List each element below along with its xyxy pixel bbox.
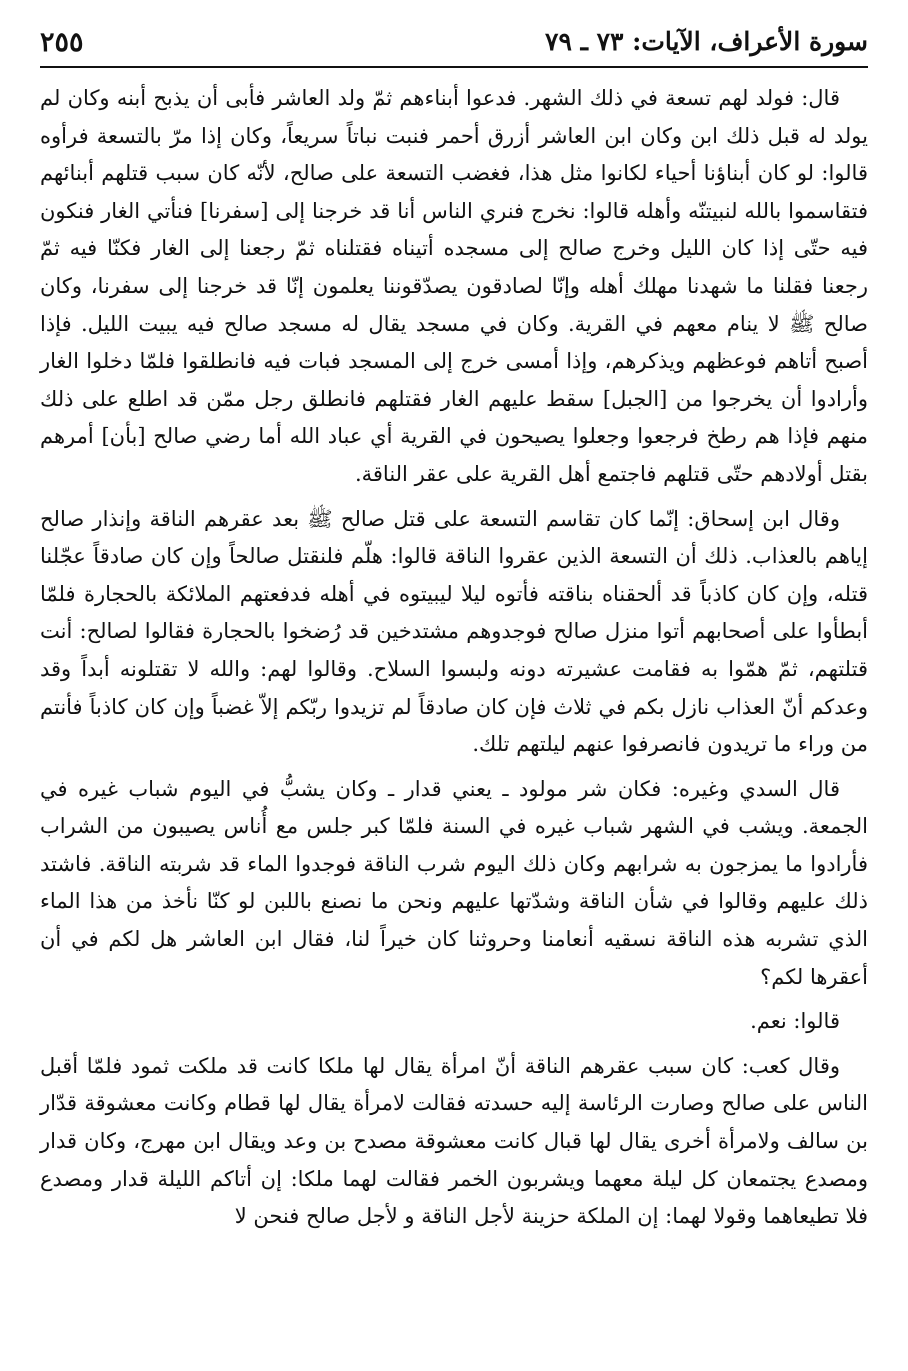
paragraph-5: وقال كعب: كان سبب عقرهم الناقة أنّ امرأة يقال لها ملكا كانت قد ملكت ثمود فلمّا أقبل الناس على صالح وصارت الرئاسة إليه حسدته فقالت لامرأة يقال لها قطام وكانت معشوقة قدّار بن سالف ولامرأة أخرى يقال لها قبال كانت معشوقة مصدح بن وعد ويقال ابن مهرج، وكان قدار ومصدع يجتمعان كل ليلة معهما ويشربون الخمر فقالت لهما ملكا: إن أتاكم الليلة قدار ومصدع فلا تطيعاهما وقولا لهما: إن الملكة حزينة لأجل الناقة و لأجل صالح فنحن لا [40, 1053, 868, 1229]
page-header [40, 14, 868, 68]
paragraph-4: قالوا: نعم. [750, 1009, 840, 1034]
page-number: ٢٥٥ [40, 27, 84, 58]
running-title: سورة الأعراف، الآيات: ٧٣ ـ ٧٩ [545, 27, 868, 56]
body-text [40, 80, 868, 1243]
paragraph-2: وقال ابن إسحاق: إنّما كان تقاسم التسعة على قتل صالح ﷺ بعد عقرهم الناقة وإنذار صالح إياهم بالعذاب. ذلك أن التسعة الذين عقروا الناقة قالوا: هلّم فلنقتل صالحاً وإن كان صادقاً عجّلنا قتله، وإن كان كاذباً قد ألحقناه بناقته فأتوه ليلا ليبيتوه في أهله فدفعتهم الملائكة بالحجارة فلمّا أبطأوا على أصحابهم أتوا منزل صالح فوجدوهم مشتدخين قد رُضخوا بالحجارة فقالوا لصالح: أنت قتلتهم، ثمّ همّوا به فقامت عشيرته دونه ولبسوا السلاح. وقالوا لهم: والله لا تقتلونه أبداً وقد وعدكم أنّ العذاب نازل بكم في ثلاث فإن كان صادقاً لم تزيدوا ربّكم إلاّ غضباً وإن كان كاذباً فأنتم من وراء ما تريدون فانصرفوا عنهم ليلتهم تلك. [40, 506, 868, 757]
paragraph-1: قال: فولد لهم تسعة في ذلك الشهر. فدعوا أبناءهم ثمّ ولد العاشر فأبى أن يذبح أبنه وكان لم يولد له قبل ذلك ابن وكان ابن العاشر أزرق أحمر فنبت نباتاً سريعاً، وكان إذا مرّ بالتسعة فرأوه قالوا: لو كان أبناؤنا أحياء لكانوا مثل هذا، فغضب التسعة على صالح، لأنّه كان سبب قتلهم أبنائهم فتقاسموا بالله لنبيتنّه وأهله قالوا: نخرج فنري الناس أنا قد خرجنا إلى [سفرنا] فنأتي الغار فنكون فيه حتّى إذا كان الليل وخرج صالح إلى مسجده أتيناه فقتلناه ثمّ رجعنا إلى الغار فكنّا فيه ثمّ رجعنا فقلنا ما شهدنا مهلك أهله وإنّا لصادقون يصدّقوننا يعلمون إنّا قد خرجنا إلى سفرنا، وكان صالح ﷺ لا ينام معهم في القرية. وكان في مسجد يقال له مسجد صالح فيه يبيت الليل. فإذا أصبح أتاهم فوعظهم ويذكرهم، وإذا أمسى خرج إلى المسجد فبات فيه فانطلقوا فلمّا دخلوا الغار وأرادوا أن يخرجوا من [الجبل] سقط عليهم الغار فقتلهم فانطلق رجل ممّن قد اطلع على ذلك منهم فإذا هم رطخ فرجعوا وجعلوا يصيحون في القرية أي عباد الله أما رضي صالح [بأن] أمرهم بقتل أولادهم حتّى قتلهم فاجتمع أهل القرية على عقر الناقة. [40, 86, 868, 486]
paragraph-3: قال السدي وغيره: فكان شر مولود ـ يعني قدار ـ وكان يشبُّ في اليوم شباب غيره في الجمعة. ويشب في الشهر شباب غيره في السنة فلمّا كبر جلس مع أُناس يصيبون من الشراب فأرادوا ما يمزجون به شرابهم وكان ذلك اليوم شرب الناقة فوجدوا الماء قد شربته الناقة. فاشتد ذلك عليهم وقالوا في شأن الناقة وشدّتها عليهم ونحن ما نصنع باللبن لو كنّا نأخذ من هذا الماء الذي تشربه هذه الناقة نسقيه أنعامنا وحروثنا كان خيراً لنا، فقال ابن العاشر هل لكم في أن أعقرها لكم؟ [40, 776, 868, 989]
